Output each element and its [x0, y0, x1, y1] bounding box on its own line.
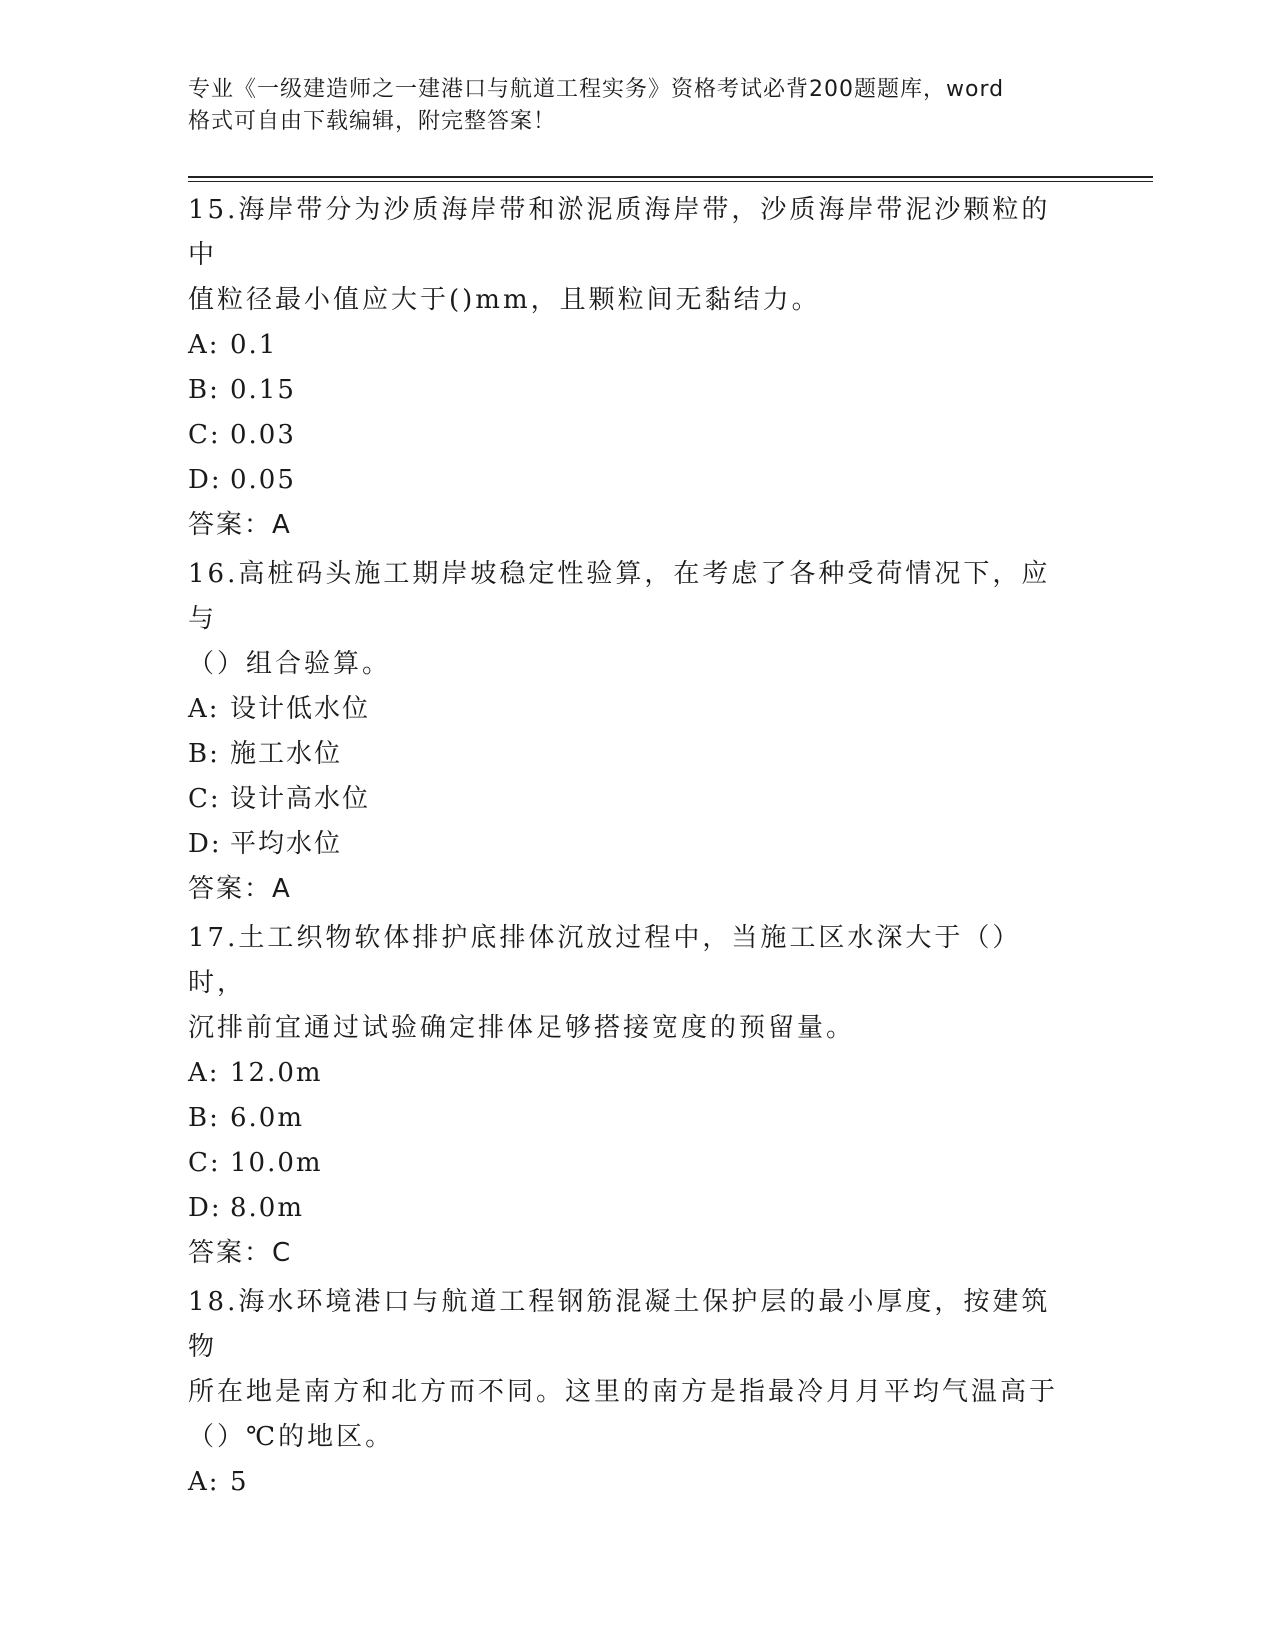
question-line: 15.海岸带分为沙质海岸带和淤泥质海岸带，沙质海岸带泥沙颗粒的中: [188, 195, 1051, 270]
option-b: [188, 1096, 1068, 1141]
option-a: [188, 323, 1068, 368]
header-divider-thin: [188, 181, 1153, 182]
question-line: 沉排前宜通过试验确定排体足够搭接宽度的预留量。: [188, 1013, 856, 1043]
option-text: 0.1: [230, 330, 278, 360]
option-text: 0.03: [230, 420, 296, 450]
option-key: A:: [188, 330, 220, 360]
option-key: C:: [188, 1148, 221, 1178]
question-line: 18.海水环境港口与航道工程钢筋混凝土保护层的最小厚度，按建筑物: [188, 1287, 1051, 1362]
question-15: [188, 188, 1068, 548]
question-16: [188, 552, 1068, 912]
option-text: 平均水位: [230, 829, 343, 859]
option-d: [188, 458, 1068, 503]
option-key: A:: [188, 1058, 220, 1088]
option-key: B:: [188, 739, 220, 769]
option-key: A:: [188, 1467, 220, 1497]
header-divider-thick: [188, 176, 1153, 178]
question-line: 值粒径最小值应大于()mm，且颗粒间无黏结力。: [188, 285, 821, 315]
option-a: [188, 687, 1068, 732]
question-line: 所在地是南方和北方而不同。这里的南方是指最冷月月平均气温高于: [188, 1377, 1059, 1407]
option-c: [188, 413, 1068, 458]
option-a: [188, 1051, 1068, 1096]
option-b: [188, 732, 1068, 777]
option-key: C:: [188, 420, 221, 450]
option-key: B:: [188, 375, 220, 405]
option-text: 设计高水位: [230, 784, 371, 814]
option-key: B:: [188, 1103, 220, 1133]
option-text: 10.0m: [230, 1148, 323, 1178]
option-text: 5: [230, 1467, 249, 1497]
option-key: A:: [188, 694, 220, 724]
question-line: 17.土工织物软体排护底排体沉放过程中，当施工区水深大于（）时，: [188, 923, 1022, 998]
option-text: 8.0m: [230, 1193, 305, 1223]
option-text: 设计低水位: [230, 694, 371, 724]
option-key: D:: [188, 1193, 222, 1223]
question-line: （）组合验算。: [188, 649, 392, 679]
header-line-2: 格式可自由下载编辑，附完整答案！: [188, 109, 557, 134]
question-18: [188, 1280, 1068, 1505]
option-key: C:: [188, 784, 221, 814]
option-c: [188, 1141, 1068, 1186]
option-text: 12.0m: [230, 1058, 323, 1088]
option-text: 0.05: [230, 465, 296, 495]
option-key: D:: [188, 829, 222, 859]
option-text: 6.0m: [230, 1103, 305, 1133]
option-key: D:: [188, 465, 222, 495]
option-d: [188, 822, 1068, 867]
header-line-1: 专业《一级建造师之一建港口与航道工程实务》资格考试必背200题题库，word: [188, 77, 1005, 102]
option-a: [188, 1460, 1068, 1505]
answer-label: 答案：C: [188, 1238, 293, 1268]
question-line: 16.高桩码头施工期岸坡稳定性验算，在考虑了各种受荷情况下，应与: [188, 559, 1051, 634]
option-text: 0.15: [230, 375, 296, 405]
answer-label: 答案：A: [188, 510, 292, 540]
option-b: [188, 368, 1068, 413]
option-text: 施工水位: [230, 739, 343, 769]
question-17: [188, 916, 1068, 1276]
question-line: （）℃的地区。: [188, 1422, 395, 1452]
option-c: [188, 777, 1068, 822]
option-d: [188, 1186, 1068, 1231]
document-header: [188, 74, 1068, 138]
answer-label: 答案：A: [188, 874, 292, 904]
